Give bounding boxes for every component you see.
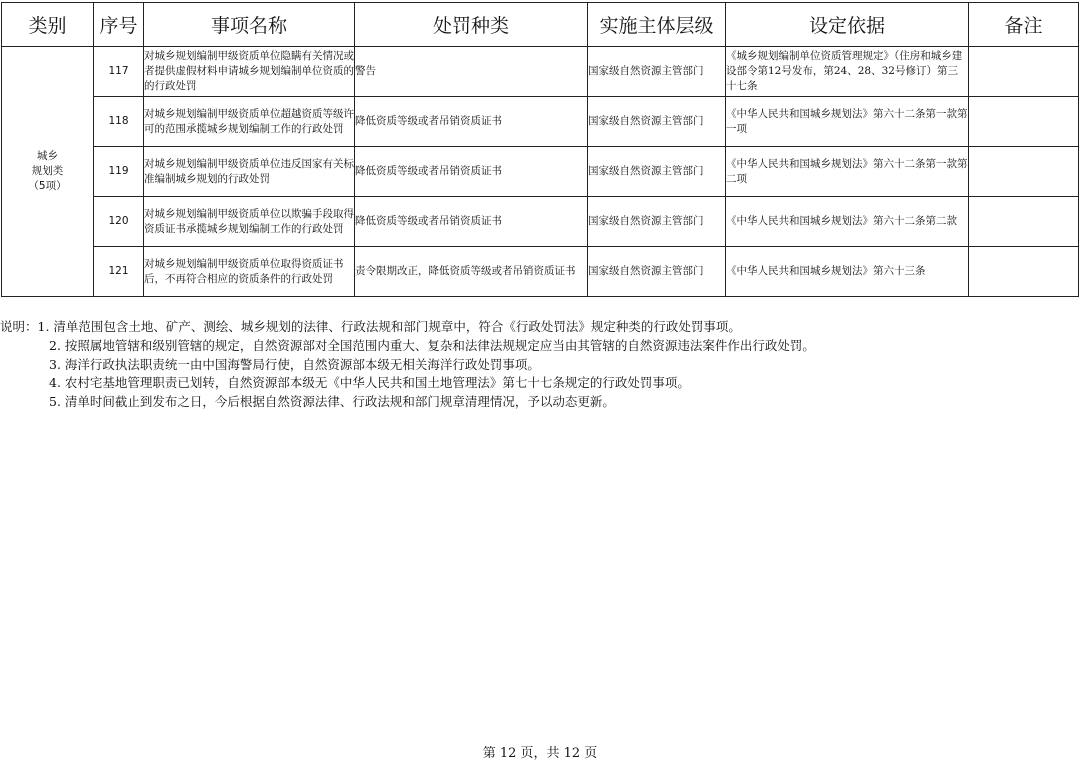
- header-basis: 设定依据: [726, 3, 969, 47]
- category-line: 城乡: [37, 150, 58, 162]
- header-remark: 备注: [969, 3, 1079, 47]
- note-item: 3. 海洋行政执法职责统一由中国海警局行使，自然资源部本级无相关海洋行政处罚事项。: [49, 356, 540, 372]
- note-item: 5. 清单时间截止到发布之日，今后根据自然资源法律、行政法规和部门规章清理情况，予以动态更新。: [49, 394, 615, 410]
- row-seq: 120: [94, 197, 144, 247]
- table-row: [2, 97, 1079, 147]
- row-basis: 《中华人民共和国城乡规划法》第六十三条: [726, 247, 969, 297]
- row-level: 国家级自然资源主管部门: [588, 197, 726, 247]
- row-name: 对城乡规划编制甲级资质单位超越资质等级许可的范围承揽城乡规划编制工作的行政处罚: [144, 97, 355, 147]
- row-seq: 121: [94, 247, 144, 297]
- header-name: 事项名称: [144, 3, 355, 47]
- table-row: [2, 47, 1079, 97]
- row-remark: [969, 97, 1079, 147]
- row-seq: 117: [94, 47, 144, 97]
- row-name: 对城乡规划编制甲级资质单位隐瞒有关情况或者提供虚假材料申请城乡规划编制单位资质的的行政处罚: [144, 47, 355, 97]
- row-seq: 119: [94, 147, 144, 197]
- row-remark: [969, 247, 1079, 297]
- row-penalty: 降低资质等级或者吊销资质证书: [355, 147, 588, 197]
- row-name: 对城乡规划编制甲级资质单位以欺骗手段取得资质证书承揽城乡规划编制工作的行政处罚: [144, 197, 355, 247]
- row-basis: 《中华人民共和国城乡规划法》第六十二条第一款第二项: [726, 147, 969, 197]
- row-remark: [969, 47, 1079, 97]
- table-row: [2, 247, 1079, 297]
- row-level: 国家级自然资源主管部门: [588, 247, 726, 297]
- notes-prefix: 说明：: [0, 319, 38, 334]
- row-basis: 《城乡规划编制单位资质管理规定》（住房和城乡建设部令第12号发布，第24、28、32号修订）第三十七条: [726, 47, 969, 97]
- row-penalty: 降低资质等级或者吊销资质证书: [355, 97, 588, 147]
- table-row: [2, 197, 1079, 247]
- row-level: 国家级自然资源主管部门: [588, 97, 726, 147]
- category-count: （5项）: [28, 180, 67, 192]
- notes-section: [0, 318, 1078, 412]
- row-penalty: 降低资质等级或者吊销资质证书: [355, 197, 588, 247]
- note-item: 2. 按照属地管辖和级别管辖的规定，自然资源部对全国范围内重大、复杂和法律法规规定应当由其管辖的自然资源违法案件作出行政处罚。: [49, 337, 815, 353]
- note-line: [0, 318, 1078, 337]
- row-basis: 《中华人民共和国城乡规划法》第六十二条第二款: [726, 197, 969, 247]
- header-penalty: 处罚种类: [355, 3, 588, 47]
- category-cell: [2, 47, 94, 297]
- row-remark: [969, 147, 1079, 197]
- row-penalty: 责令限期改正，降低资质等级或者吊销资质证书: [355, 247, 588, 297]
- note-item: 1. 清单范围包含土地、矿产、测绘、城乡规划的法律、行政法规和部门规章中，符合《行政处罚法》规定种类的行政处罚事项。: [37, 319, 741, 334]
- table-row: [2, 147, 1079, 197]
- row-remark: [969, 197, 1079, 247]
- header-seq: 序号: [94, 3, 144, 47]
- row-name: 对城乡规划编制甲级资质单位取得资质证书后，不再符合相应的资质条件的行政处罚: [144, 247, 355, 297]
- row-level: 国家级自然资源主管部门: [588, 147, 726, 197]
- row-level: 国家级自然资源主管部门: [588, 47, 726, 97]
- page-footer: 第 12 页，共 12 页: [482, 746, 598, 761]
- header-level: 实施主体层级: [588, 3, 726, 47]
- header-row: [2, 3, 1079, 47]
- header-category: 类别: [2, 3, 94, 47]
- row-name: 对城乡规划编制甲级资质单位违反国家有关标准编制城乡规划的行政处罚: [144, 147, 355, 197]
- category-line: 规划类: [31, 165, 64, 177]
- note-item: 4. 农村宅基地管理职责已划转，自然资源部本级无《中华人民共和国土地管理法》第七十七条规定的行政处罚事项。: [49, 375, 690, 391]
- row-seq: 118: [94, 97, 144, 147]
- row-basis: 《中华人民共和国城乡规划法》第六十二条第一款第一项: [726, 97, 969, 147]
- penalty-list-table: [1, 2, 1079, 297]
- row-penalty: 警告: [355, 47, 588, 97]
